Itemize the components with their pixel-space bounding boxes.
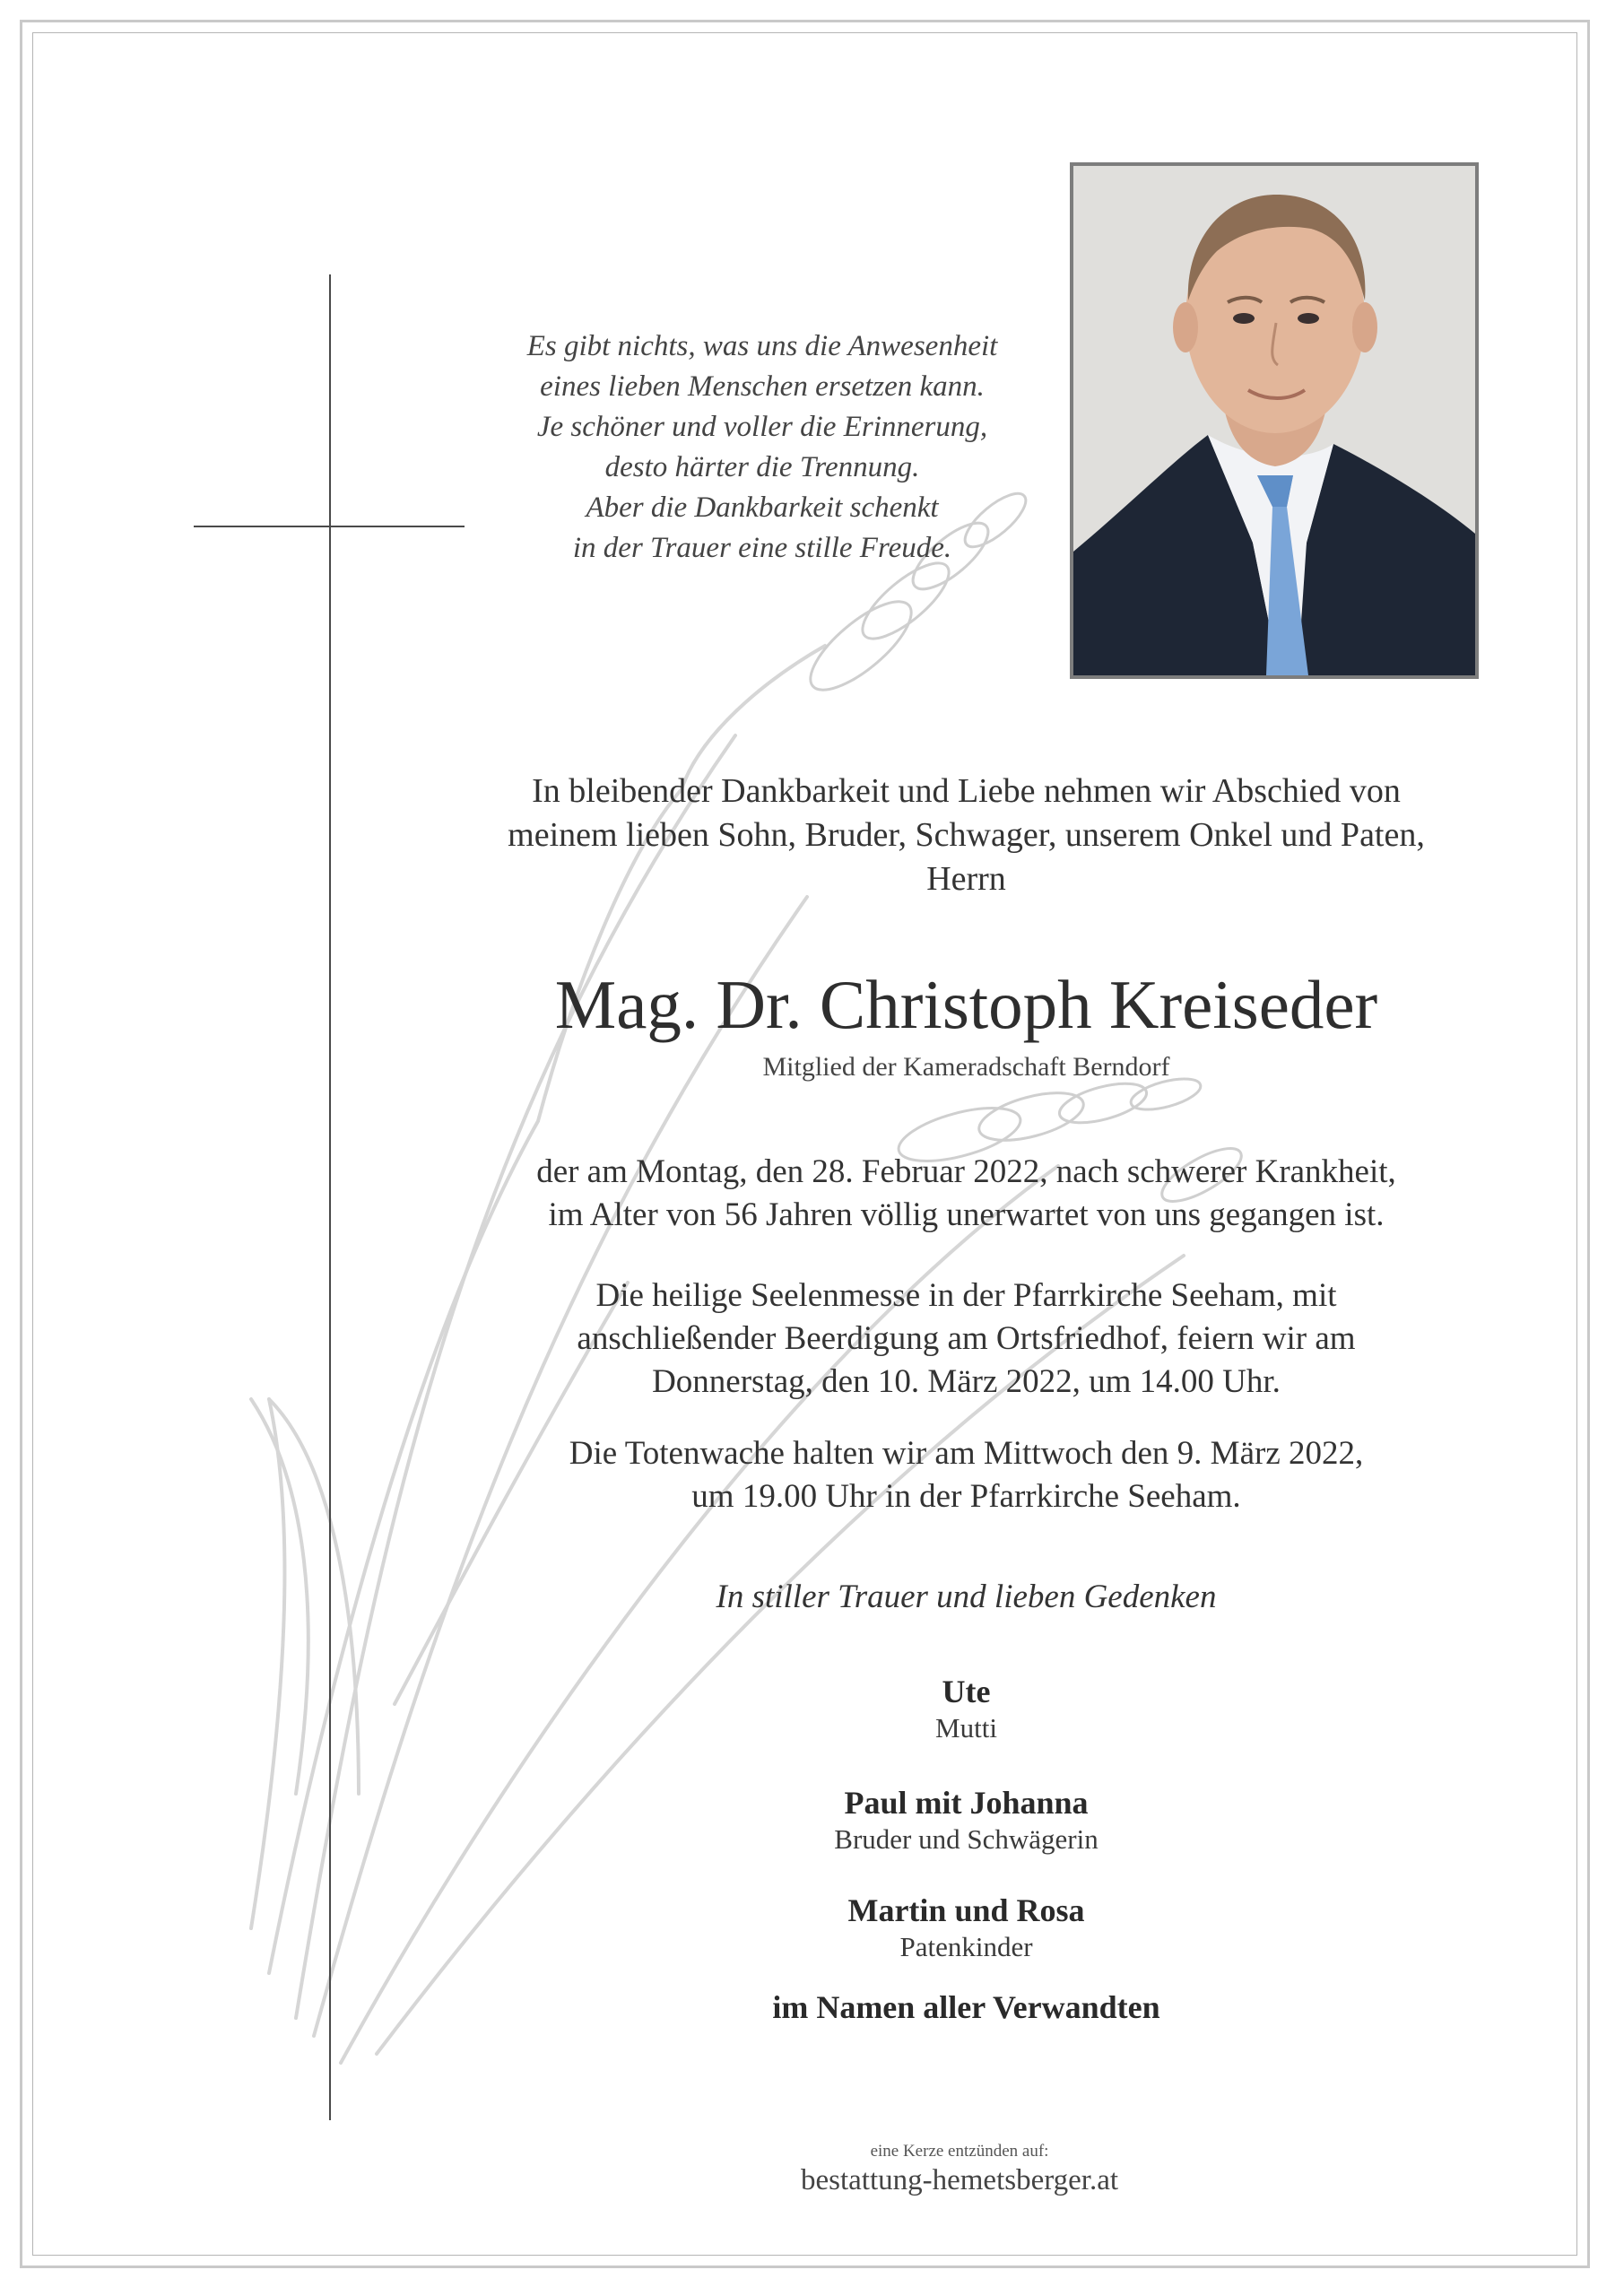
cross-vertical-bar <box>329 274 331 2120</box>
mourning-line: In stiller Trauer und lieben Gedenken <box>716 1578 1217 1615</box>
mourner-entry <box>421 1783 1511 1857</box>
death-notice <box>421 1151 1511 1237</box>
mourner-name: Martin und Rosa <box>847 1892 1085 1928</box>
poem-line: Es gibt nichts, was uns die Anwesenheit <box>526 330 998 362</box>
mourner-entry <box>421 1891 1511 1964</box>
poem-line: Je schöner und voller die Erinnerung, <box>536 411 988 443</box>
mourner-relation: Patenkinder <box>899 1931 1033 1962</box>
memorial-poem <box>448 326 1076 569</box>
mourner-entry <box>421 1672 1511 1745</box>
intro-line: meinem lieben Sohn, Bruder, Schwager, unserem Onkel und Paten, <box>508 816 1425 854</box>
deceased-name: Mag. Dr. Christoph Kreiseder <box>554 966 1378 1043</box>
poem-line: Aber die Dankbarkeit schenkt <box>586 491 939 524</box>
intro-line: In bleibender Dankbarkeit und Liebe nehmen wir Abschied von <box>532 772 1401 810</box>
wake-line: um 19.00 Uhr in der Pfarrkirche Seeham. <box>691 1478 1241 1515</box>
poem-line: desto härter die Trennung. <box>604 451 920 483</box>
mourner-relation: Mutti <box>935 1712 997 1744</box>
mourner-relation: Bruder und Schwägerin <box>834 1823 1099 1855</box>
deceased-membership: Mitglied der Kameradschaft Berndorf <box>762 1052 1170 1082</box>
all-relatives-line: im Namen aller Verwandten <box>772 1989 1160 2025</box>
portrait-photo <box>1070 162 1479 679</box>
funeral-line: Donnerstag, den 10. März 2022, um 14.00 Uhr. <box>652 1363 1281 1400</box>
poem-line: in der Trauer eine stille Freude. <box>572 532 952 564</box>
poem-line: eines lieben Menschen ersetzen kann. <box>540 370 985 403</box>
intro-line: Herrn <box>926 860 1006 898</box>
death-notice-line: der am Montag, den 28. Februar 2022, nach schwerer Krankheit, <box>536 1153 1396 1190</box>
wake-line: Die Totenwache halten wir am Mittwoch den 9. März 2022, <box>569 1435 1364 1472</box>
mourner-name: Paul mit Johanna <box>844 1785 1089 1821</box>
mourner-name: Ute <box>942 1674 991 1709</box>
funeral-home-website-link[interactable]: bestattung-hemetsberger.at <box>800 2164 1119 2196</box>
death-notice-line: im Alter von 56 Jahren völlig unerwartet von uns gegangen ist. <box>548 1196 1385 1233</box>
funeral-details <box>421 1274 1511 1404</box>
funeral-line: anschließender Beerdigung am Ortsfriedhof, feiern wir am <box>577 1320 1356 1357</box>
funeral-line: Die heilige Seelenmesse in der Pfarrkirche Seeham, mit <box>595 1277 1337 1314</box>
candle-note: eine Kerze entzünden auf: <box>870 2142 1049 2161</box>
wake-details <box>421 1432 1511 1518</box>
cross-horizontal-bar <box>194 526 465 527</box>
farewell-introduction <box>421 770 1511 901</box>
